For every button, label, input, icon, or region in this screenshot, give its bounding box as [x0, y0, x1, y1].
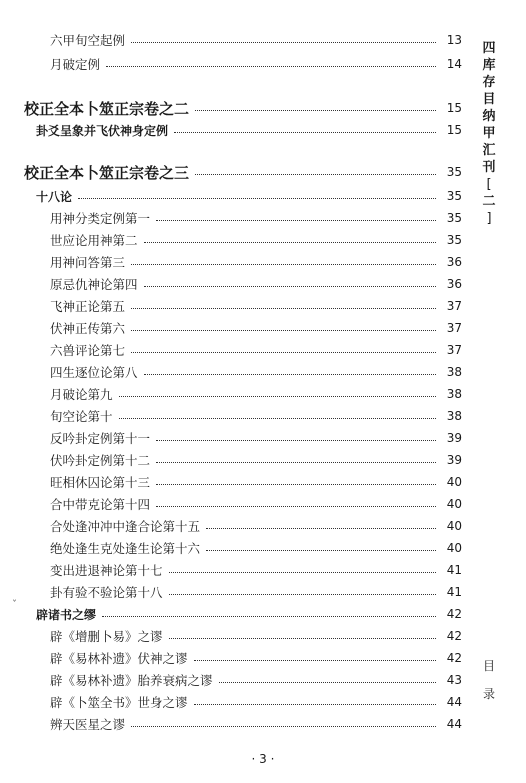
toc-entry-page: 40 [446, 541, 462, 555]
toc-entry [50, 670, 462, 690]
toc-entry-title: 校正全本卜筮正宗卷之三 [24, 163, 190, 182]
toc-entry-title: 月破定例 [50, 57, 101, 72]
toc-entry-page: 37 [446, 299, 462, 313]
toc-entry-page: 41 [446, 563, 462, 577]
chapter-label-vertical [482, 652, 496, 708]
dot-leader [169, 637, 436, 639]
toc-entry-title: 伏吟卦定例第十二 [50, 453, 151, 468]
toc-section-heading [36, 186, 462, 206]
toc-entry-title: 十八论 [36, 189, 73, 204]
dot-leader [174, 131, 436, 133]
toc-entry-page: 36 [446, 277, 462, 291]
toc-entry [50, 362, 462, 382]
toc-entry-title: 四生逐位论第八 [50, 365, 138, 380]
toc-entry-page: 44 [446, 717, 462, 731]
toc-entry-title: 辟诸书之缪 [36, 607, 97, 622]
toc-entry-title: 辟《易林补遗》胎养衰病之谬 [50, 673, 213, 688]
dot-leader [78, 197, 436, 199]
toc-entry-page: 44 [446, 695, 462, 709]
toc-entry-title: 飞神正论第五 [50, 299, 126, 314]
toc-entry-title: 原忌仇神论第四 [50, 277, 138, 292]
series-title-char: 库 [482, 58, 496, 73]
toc-entry-title: 辟《增删卜易》之谬 [50, 629, 163, 644]
toc-entry-page: 15 [446, 101, 462, 115]
toc-entry [50, 472, 462, 492]
toc-entry-title: 用神分类定例第一 [50, 211, 151, 226]
dot-leader [195, 173, 436, 175]
dot-leader [131, 725, 436, 727]
toc-entry-title: 合中带克论第十四 [50, 497, 151, 512]
toc-entry-title: 合处逢冲冲中逢合论第十五 [50, 519, 201, 534]
chapter-label-char: 目 [482, 659, 495, 673]
toc-entry [50, 252, 462, 272]
toc-entry [50, 30, 462, 50]
toc-entry [50, 714, 462, 734]
toc-entry [50, 406, 462, 426]
dot-leader [131, 329, 436, 331]
dot-leader [144, 285, 436, 287]
toc-entry-title: 辟《卜筮全书》世身之谬 [50, 695, 188, 710]
series-title-char: 纳 [482, 109, 496, 124]
series-title-char: 目 [482, 92, 496, 107]
toc-entry-page: 42 [446, 629, 462, 643]
toc-entry-title: 校正全本卜筮正宗卷之二 [24, 99, 190, 118]
toc-volume-heading [24, 98, 462, 118]
toc-entry-page: 35 [446, 165, 462, 179]
toc-entry [50, 274, 462, 294]
toc-entry [50, 626, 462, 646]
series-title-char: 二 [482, 194, 496, 209]
toc-entry [50, 208, 462, 228]
toc-entry [50, 384, 462, 404]
toc-entry-page: 42 [446, 651, 462, 665]
series-title-char: 甲 [482, 126, 496, 141]
toc-entry-title: 绝处逢生克处逢生论第十六 [50, 541, 201, 556]
dot-leader [206, 527, 436, 529]
series-title-char: [ [486, 177, 492, 192]
dot-leader [156, 219, 436, 221]
toc-entry-page: 38 [446, 365, 462, 379]
toc-entry-title: 反吟卦定例第十一 [50, 431, 151, 446]
toc-entry-page: 35 [446, 211, 462, 225]
toc-entry [50, 494, 462, 514]
toc-entry-page: 40 [446, 497, 462, 511]
toc-entry-page: 42 [446, 607, 462, 621]
dot-leader [194, 659, 436, 661]
toc-entry [50, 296, 462, 316]
toc-entry-page: 41 [446, 585, 462, 599]
toc-entry-page: 35 [446, 233, 462, 247]
dot-leader [206, 549, 436, 551]
dot-leader [169, 593, 436, 595]
toc-section-heading [36, 120, 462, 140]
toc-entry [50, 450, 462, 470]
dot-leader [144, 241, 436, 243]
toc-entry [50, 648, 462, 668]
dot-leader [131, 263, 436, 265]
toc-entry-title: 旺相休囚论第十三 [50, 475, 151, 490]
chapter-label-char: 录 [482, 687, 495, 701]
toc-entry-title: 六兽评论第七 [50, 343, 126, 358]
page-number: · 3 · [251, 752, 275, 766]
series-title-char: 汇 [482, 143, 496, 158]
toc-entry-page: 37 [446, 321, 462, 335]
dot-leader [131, 41, 436, 43]
stray-mark: ˇ [12, 600, 17, 611]
toc-entry-title: 六甲旬空起例 [50, 33, 126, 48]
toc-entry-page: 40 [446, 475, 462, 489]
dot-leader [106, 65, 436, 67]
series-title-vertical [480, 40, 498, 227]
toc-entry-page: 37 [446, 343, 462, 357]
toc-entry-title: 辨天医星之谬 [50, 717, 126, 732]
dot-leader [219, 681, 436, 683]
toc-entry-page: 38 [446, 387, 462, 401]
series-title-char: 刊 [482, 160, 496, 175]
toc-entry [50, 538, 462, 558]
dot-leader [156, 439, 436, 441]
toc-entry-title: 旬空论第十 [50, 409, 113, 424]
toc-entry-page: 39 [446, 453, 462, 467]
toc-entry [50, 318, 462, 338]
dot-leader [156, 505, 436, 507]
dot-leader [195, 109, 436, 111]
toc-entry-title: 变出进退神论第十七 [50, 563, 163, 578]
dot-leader [119, 395, 436, 397]
toc-entry-page: 35 [446, 189, 462, 203]
toc-entry [50, 560, 462, 580]
series-title-char: 四 [482, 41, 496, 56]
toc-entry-title: 月破论第九 [50, 387, 113, 402]
toc-entry-title: 伏神正传第六 [50, 321, 126, 336]
toc-entry [50, 516, 462, 536]
toc-entry-page: 14 [446, 57, 462, 71]
dot-leader [156, 483, 436, 485]
toc-entry-title: 用神问答第三 [50, 255, 126, 270]
toc-volume-heading [24, 162, 462, 182]
toc-entry-page: 43 [446, 673, 462, 687]
dot-leader [131, 351, 436, 353]
toc-entry-page: 15 [446, 123, 462, 137]
dot-leader [156, 461, 436, 463]
dot-leader [144, 373, 436, 375]
toc-entry-title: 辟《易林补遗》伏神之谬 [50, 651, 188, 666]
toc-section-heading [36, 604, 462, 624]
toc-entry [50, 54, 462, 74]
dot-leader [131, 307, 436, 309]
toc-entry [50, 582, 462, 602]
toc-entry [50, 230, 462, 250]
toc-entry-page: 39 [446, 431, 462, 445]
dot-leader [102, 615, 436, 617]
series-title-char: ] [486, 211, 492, 226]
toc-entry [50, 340, 462, 360]
toc-entry-page: 38 [446, 409, 462, 423]
toc-entry-page: 13 [446, 33, 462, 47]
dot-leader [119, 417, 436, 419]
toc-entry-title: 世应论用神第二 [50, 233, 138, 248]
series-title-char: 存 [482, 75, 496, 90]
toc-entry [50, 692, 462, 712]
toc-entry-title: 卦有验不验论第十八 [50, 585, 163, 600]
toc-entry [50, 428, 462, 448]
toc-entry-page: 40 [446, 519, 462, 533]
toc-entry-title: 卦爻呈象并飞伏神身定例 [36, 123, 169, 138]
dot-leader [194, 703, 436, 705]
toc-entry-page: 36 [446, 255, 462, 269]
dot-leader [169, 571, 436, 573]
